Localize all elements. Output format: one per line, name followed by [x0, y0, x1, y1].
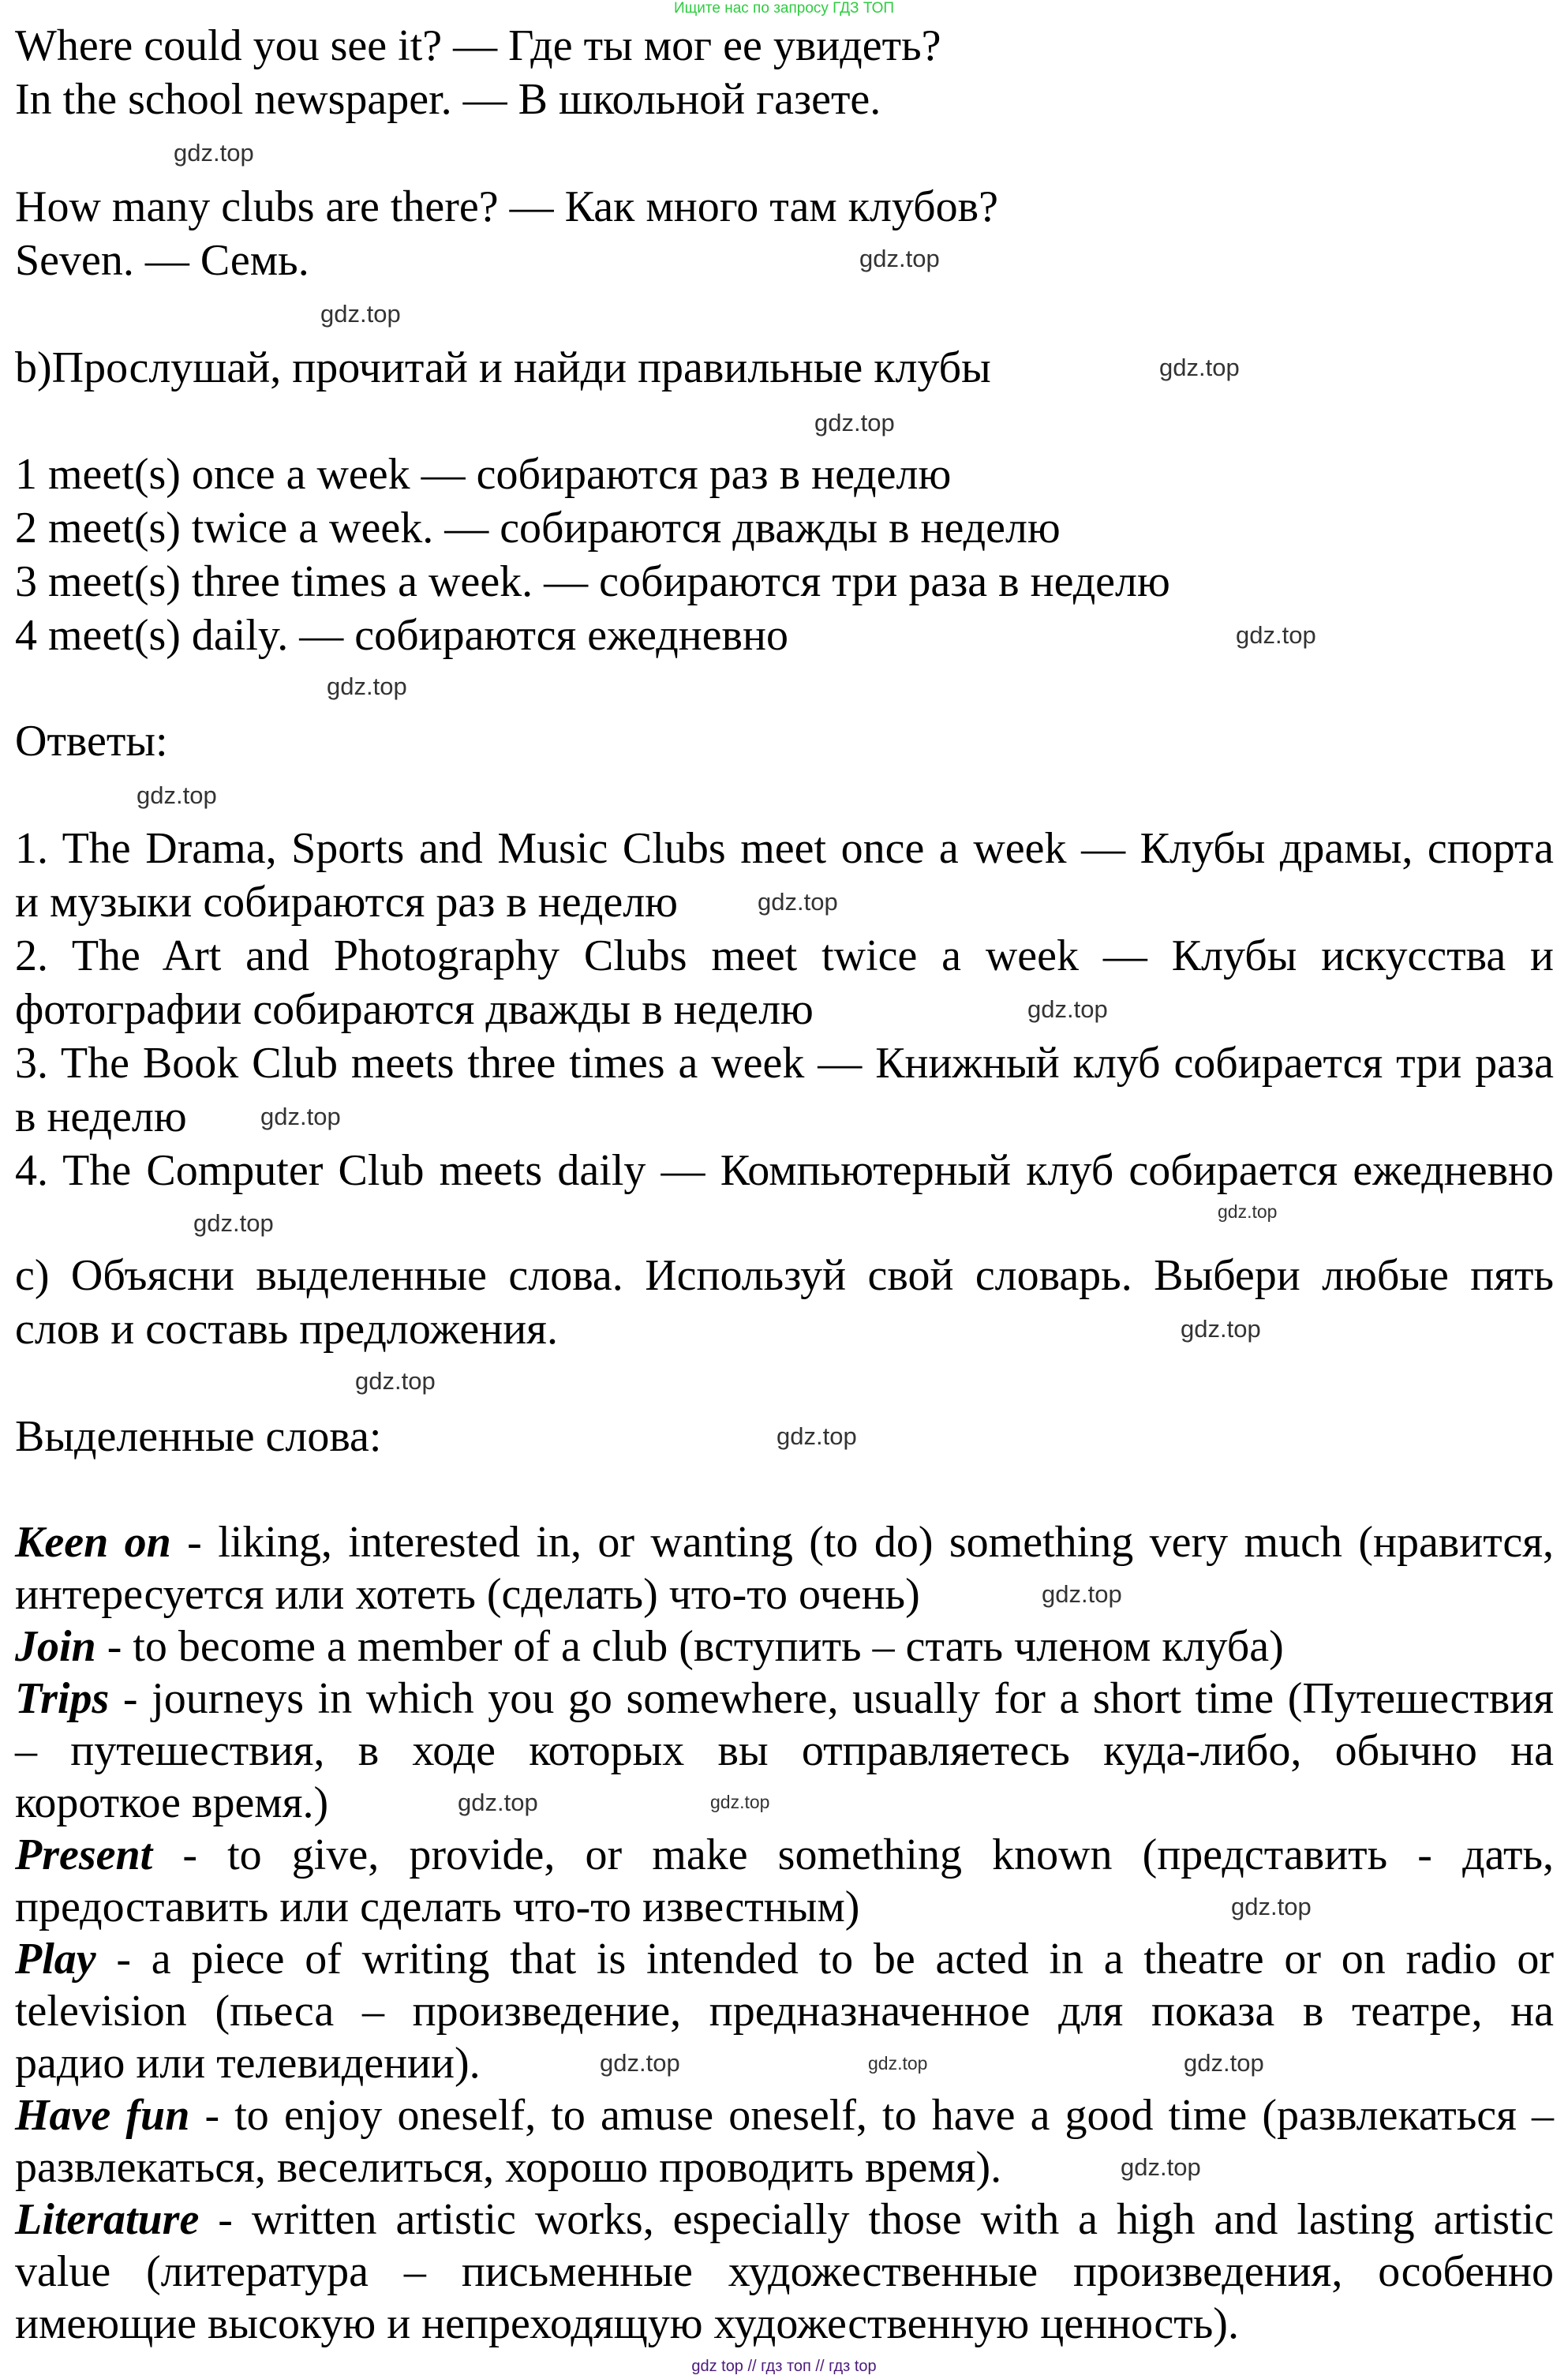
definition-text: - liking, interested in, or wanting (to do) something very much (нравится, — [170, 1518, 1554, 1567]
definition-line — [15, 2090, 1554, 2141]
task-b-item: 3 meet(s) three times a week. — собираются три раза в неделю — [15, 557, 1170, 606]
definition-line — [15, 1517, 1554, 1568]
task-c-title: c) Объясни выделенные слова. Используй свой словарь. Выбери любые пять — [15, 1251, 1554, 1300]
watermark: gdz.top — [1184, 2049, 1264, 2077]
watermark: gdz.top — [600, 2049, 680, 2077]
header-banner[interactable]: Ищите нас по запросу ГДЗ ТОП — [673, 0, 895, 17]
watermark: gdz.top — [320, 300, 401, 328]
footer-banner[interactable]: gdz top // гдз топ // гдз top — [691, 2358, 877, 2375]
answer-line: фотографии собираются дважды в неделю — [15, 985, 814, 1034]
watermark: gdz.top — [260, 1103, 341, 1130]
watermark: gdz.top — [758, 888, 838, 916]
watermark: gdz.top — [1231, 1893, 1312, 1920]
task-b-item: 4 meet(s) daily. — собираются ежедневно — [15, 611, 788, 660]
answer-line: 3. The Book Club meets three times a week — Книжный клуб собирается три раза — [15, 1039, 1554, 1088]
definition-text: - to enjoy oneself, to amuse oneself, to have a good time (развлекаться – — [189, 2091, 1554, 2140]
definition-text: - to give, provide, or make something known (представить - дать, — [152, 1830, 1554, 1879]
term: Have fun — [15, 2091, 190, 2140]
watermark: gdz.top — [1121, 2153, 1201, 2181]
answer-line: 2. The Art and Photography Clubs meet twice a week — Клубы искусства и — [15, 931, 1554, 980]
definition-text: - to become a member of a club (вступить – стать членом клуба) — [95, 1622, 1284, 1671]
watermark: gdz.top — [1042, 1580, 1122, 1608]
term: Present — [15, 1830, 153, 1879]
answer-line: и музыки собираются раз в неделю — [15, 878, 678, 927]
definition-line — [15, 1621, 1284, 1672]
term: Trips — [15, 1674, 110, 1723]
dialog-line: How many clubs are there? — Как много там клубов? — [15, 182, 998, 231]
watermark: gdz.top — [1181, 1315, 1261, 1343]
task-b-item: 2 meet(s) twice a week. — собираются дважды в неделю — [15, 504, 1061, 553]
definition-line: радио или телевидении). — [15, 2039, 481, 2088]
answer-line: 4. The Computer Club meets daily — Компьютерный клуб собирается ежедневно — [15, 1146, 1554, 1195]
definition-text: - written artistic works, especially those with a high and lasting artistic — [199, 2195, 1554, 2244]
watermark: gdz.top — [193, 1209, 274, 1237]
term: Literature — [15, 2195, 200, 2244]
definition-line: имеющие высокую и непреходящую художественную ценность). — [15, 2299, 1239, 2348]
definition-text: - a piece of writing that is intended to be acted in a theatre or on radio or — [95, 1935, 1554, 1984]
watermark: gdz.top — [137, 781, 217, 809]
definition-line — [15, 1934, 1554, 1984]
definition-line — [15, 2194, 1554, 2245]
watermark: gdz.top — [777, 1422, 857, 1450]
answer-line: в неделю — [15, 1092, 187, 1141]
watermark: gdz.top — [859, 245, 940, 272]
definition-line: короткое время.) — [15, 1778, 329, 1827]
watermark: gdz.top — [174, 139, 254, 167]
definition-line — [15, 1673, 1554, 1724]
definition-line: интересуется или хотеть (сделать) что-то очень) — [15, 1570, 920, 1619]
answers-label: Ответы: — [15, 717, 168, 766]
definition-line: – путешествия, в ходе которых вы отправляетесь куда-либо, обычно на — [15, 1726, 1554, 1775]
answer-line: 1. The Drama, Sports and Music Clubs meet once a week — Клубы драмы, спорта — [15, 824, 1554, 873]
watermark: gdz.top — [1027, 995, 1108, 1023]
words-label: Выделенные слова: — [15, 1412, 382, 1461]
watermark: gdz.top — [1218, 1201, 1278, 1222]
term: Keen on — [15, 1518, 171, 1567]
watermark: gdz.top — [327, 672, 407, 700]
dialog-line: Seven. — Семь. — [15, 236, 309, 285]
definition-line: value (литература – письменные художественные произведения, особенно — [15, 2247, 1554, 2296]
watermark: gdz.top — [868, 2053, 928, 2074]
definition-text: - journeys in which you go somewhere, usually for a short time (Путешествия — [109, 1674, 1554, 1723]
dialog-line: Where could you see it? — Где ты мог ее увидеть? — [15, 21, 941, 70]
watermark: gdz.top — [1159, 354, 1240, 381]
watermark: gdz.top — [1236, 621, 1316, 649]
watermark: gdz.top — [355, 1367, 436, 1395]
task-b-title: b)Прослушай, прочитай и найди правильные клубы — [15, 343, 991, 392]
watermark: gdz.top — [814, 409, 895, 436]
definition-line: предоставить или сделать что-то известным) — [15, 1883, 860, 1931]
dialog-line: In the school newspaper. — В школьной газете. — [15, 75, 881, 124]
task-b-item: 1 meet(s) once a week — собираются раз в неделю — [15, 450, 952, 499]
definition-line — [15, 1830, 1554, 1880]
watermark: gdz.top — [458, 1789, 538, 1816]
definition-line: television (пьеса – произведение, предназначенное для показа в театре, на — [15, 1987, 1554, 2036]
definition-line: развлекаться, веселиться, хорошо проводить время). — [15, 2143, 1002, 2192]
term: Play — [15, 1935, 96, 1984]
term: Join — [15, 1622, 96, 1671]
task-c-title: слов и составь предложения. — [15, 1305, 558, 1354]
watermark: gdz.top — [710, 1792, 770, 1812]
